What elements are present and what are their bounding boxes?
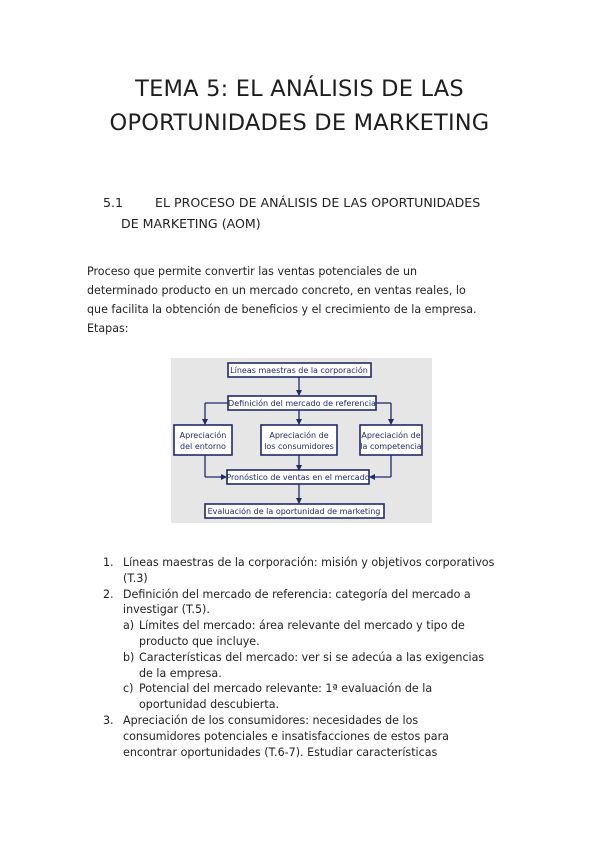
label-evaluacion-oportunidad: Evaluación de la oportunidad de marketing bbox=[207, 507, 381, 516]
list-subitem-letter: a) bbox=[123, 619, 135, 633]
section-heading bbox=[103, 192, 523, 234]
label-pronostico-ventas: Pronóstico de ventas en el mercado bbox=[226, 473, 370, 482]
label-lineas-maestras: Líneas maestras de la corporación bbox=[230, 366, 368, 375]
list-item-3 bbox=[0, 713, 599, 760]
intro-line: Etapas: bbox=[87, 322, 129, 335]
list-subitem-letter: b) bbox=[123, 650, 135, 664]
list-item-line: Potencial del mercado relevante: 1ª evaluación de la bbox=[139, 682, 433, 696]
list-item-line: (T.3) bbox=[123, 571, 148, 585]
page-title-line-2: OPORTUNIDADES DE MARKETING bbox=[109, 110, 490, 136]
label-entorno-line-2: del entorno bbox=[180, 442, 226, 451]
page-title bbox=[40, 72, 559, 140]
list-subitem-b bbox=[0, 650, 599, 682]
list-item-line: Líneas maestras de la corporación: misión y objetivos corporativos bbox=[123, 556, 495, 569]
list-item-line: producto que incluye. bbox=[139, 634, 260, 648]
stages-list bbox=[0, 555, 599, 760]
list-item-line: consumidores potenciales e insatisfacciones de estos para bbox=[123, 729, 449, 743]
intro-line: Proceso que permite convertir las ventas potenciales de un bbox=[87, 265, 418, 278]
list-item-line: Límites del mercado: área relevante del mercado y tipo de bbox=[139, 619, 465, 633]
list-item-line: investigar (T.5). bbox=[123, 603, 210, 617]
diagram-svg bbox=[171, 358, 432, 523]
list-item-number: 3. bbox=[103, 713, 114, 727]
list-item-line: oportunidad descubierta. bbox=[139, 698, 280, 712]
label-definicion-mercado: Definición del mercado de referencia bbox=[228, 399, 376, 408]
list-item-1 bbox=[0, 555, 599, 587]
section-title-line-1: EL PROCESO DE ANÁLISIS DE LAS OPORTUNIDADES bbox=[155, 195, 481, 210]
label-consumidores-line-1: Apreciación de bbox=[269, 431, 329, 440]
list-item-line: Apreciación de los consumidores: necesidades de los bbox=[123, 713, 419, 727]
list-item-number: 1. bbox=[103, 556, 114, 569]
intro-line: que facilita la obtención de beneficios y el crecimiento de la empresa. bbox=[87, 303, 477, 316]
label-consumidores-line-2: los consumidores bbox=[264, 442, 334, 451]
list-item-line: Definición del mercado de referencia: categoría del mercado a bbox=[123, 587, 471, 601]
intro-line: determinado producto en un mercado concreto, en ventas reales, lo bbox=[87, 284, 466, 297]
section-number: 5.1 bbox=[103, 195, 124, 210]
list-subitem-letter: c) bbox=[123, 682, 134, 696]
list-item-line: encontrar oportunidades (T.6-7). Estudiar características bbox=[123, 745, 438, 759]
label-entorno-line-1: Apreciación bbox=[179, 431, 227, 440]
list-subitem-c bbox=[0, 681, 599, 713]
label-competencia-line-2: la competencia bbox=[360, 442, 422, 451]
intro-paragraph bbox=[87, 262, 517, 338]
list-item-line: de la empresa. bbox=[139, 666, 222, 680]
list-item-number: 2. bbox=[103, 587, 114, 601]
label-competencia-line-1: Apreciación de bbox=[361, 431, 421, 440]
page-title-line-1: TEMA 5: EL ANÁLISIS DE LAS bbox=[135, 76, 464, 102]
section-title-line-2: DE MARKETING (AOM) bbox=[121, 216, 261, 231]
list-item-line: Características del mercado: ver si se adecúa a las exigencias bbox=[139, 650, 485, 664]
list-subitem-a bbox=[0, 618, 599, 650]
list-item-2 bbox=[0, 587, 599, 619]
aom-process-diagram bbox=[171, 358, 432, 523]
